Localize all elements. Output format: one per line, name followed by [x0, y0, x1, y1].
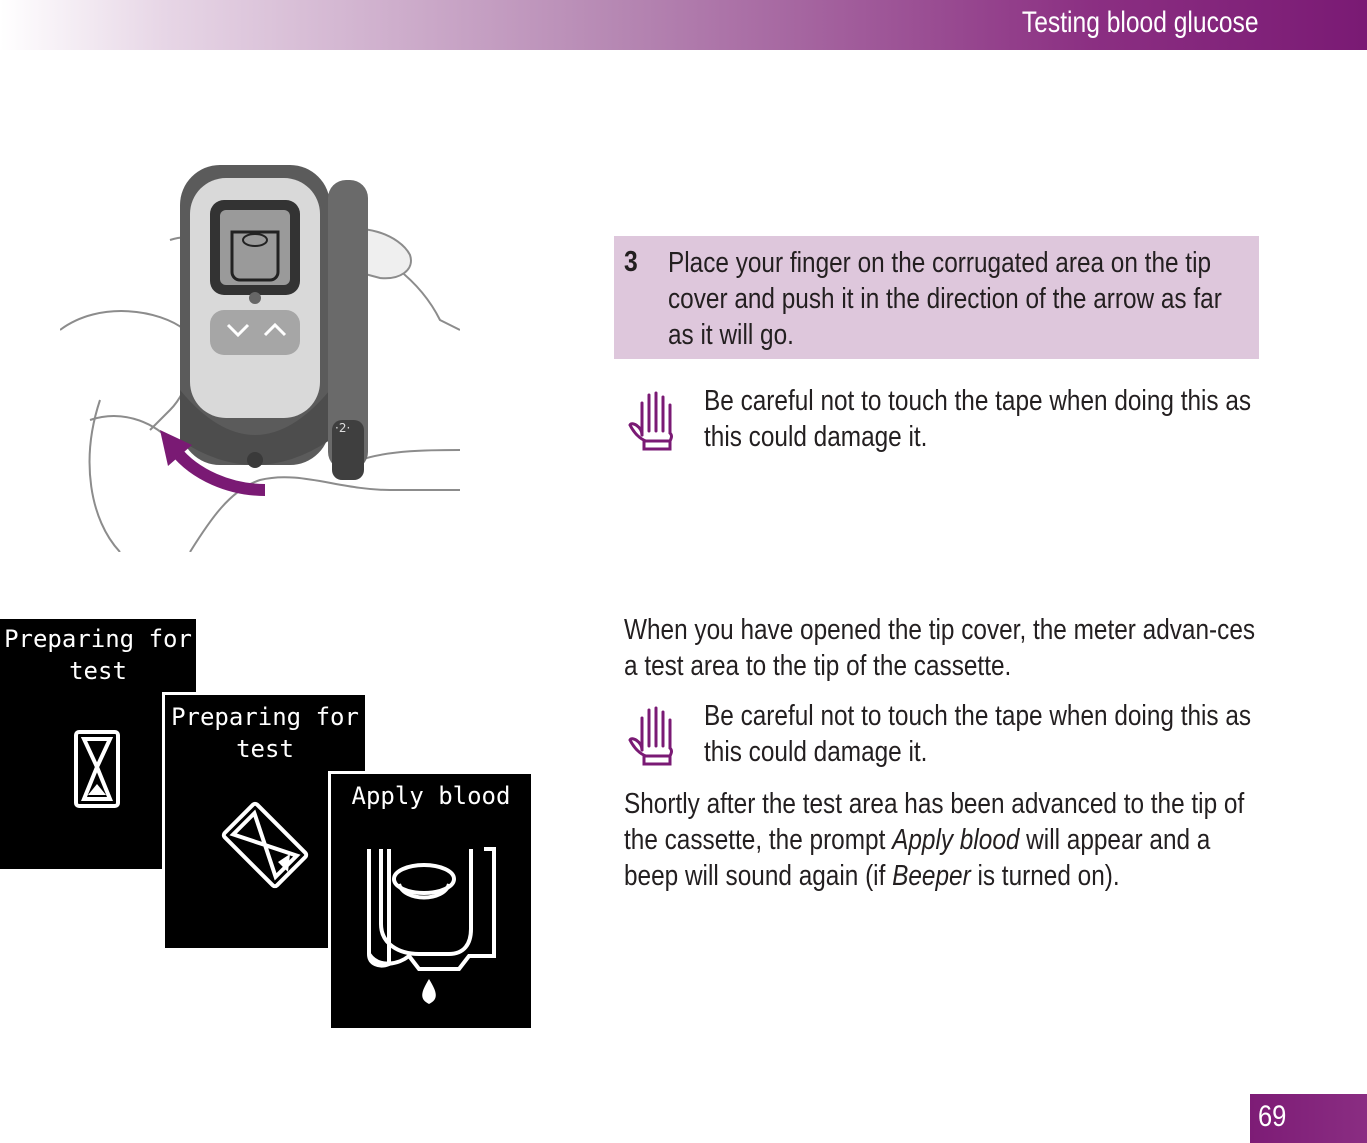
header-bar — [0, 0, 1367, 50]
step-text: Place your finger on the corrugated area on the tip cover and push it in the direction of the arrow as far as it will go. — [668, 247, 1222, 351]
svg-text:·2·: ·2· — [335, 421, 351, 435]
step-number: 3 — [624, 246, 638, 278]
screen-2-label-line2: test — [236, 735, 294, 763]
warning-text-1: Be careful not to touch the tape when doing this as this could damage it. — [704, 385, 1252, 453]
screen-1-label-line1: Preparing for — [4, 625, 192, 653]
page-number: 69 — [1258, 1100, 1287, 1133]
step-3-box — [614, 236, 1259, 359]
meter-screen-apply-blood — [328, 771, 534, 1031]
hand-warning-icon — [626, 698, 682, 768]
screen-3-label: Apply blood — [351, 782, 511, 810]
page-header-title: Testing blood glucose — [1022, 6, 1259, 39]
warning-text-2: Be careful not to touch the tape when doing this as this could damage it. — [704, 700, 1252, 768]
paragraph-2-part2: will appear and a beep will sound again (if — [624, 824, 1211, 892]
warning-note-2 — [626, 698, 1276, 778]
cassette-tip-drop-icon — [359, 844, 504, 1014]
hourglass-tilted-icon — [220, 800, 310, 890]
warning-note-1 — [626, 383, 1276, 463]
meter-in-hand-illustration — [60, 160, 460, 552]
beeper-term: Beeper — [892, 860, 971, 892]
hand-warning-icon — [626, 383, 682, 453]
apply-blood-term: Apply blood — [892, 824, 1020, 856]
hourglass-icon — [72, 729, 122, 809]
paragraph-2-part1: Shortly after the test area has been advanced to the tip of the cassette, the prompt — [624, 788, 1245, 856]
screen-2-label-line1: Preparing for — [171, 703, 359, 731]
screen-1-label-line2: test — [69, 657, 127, 685]
paragraph-2 — [624, 786, 1262, 894]
paragraph-2-part3: is turned on). — [970, 860, 1120, 892]
page-number-box — [1250, 1094, 1367, 1143]
paragraph-1: When you have opened the tip cover, the meter advan-ces a test area to the tip of the cassette. — [624, 614, 1256, 682]
